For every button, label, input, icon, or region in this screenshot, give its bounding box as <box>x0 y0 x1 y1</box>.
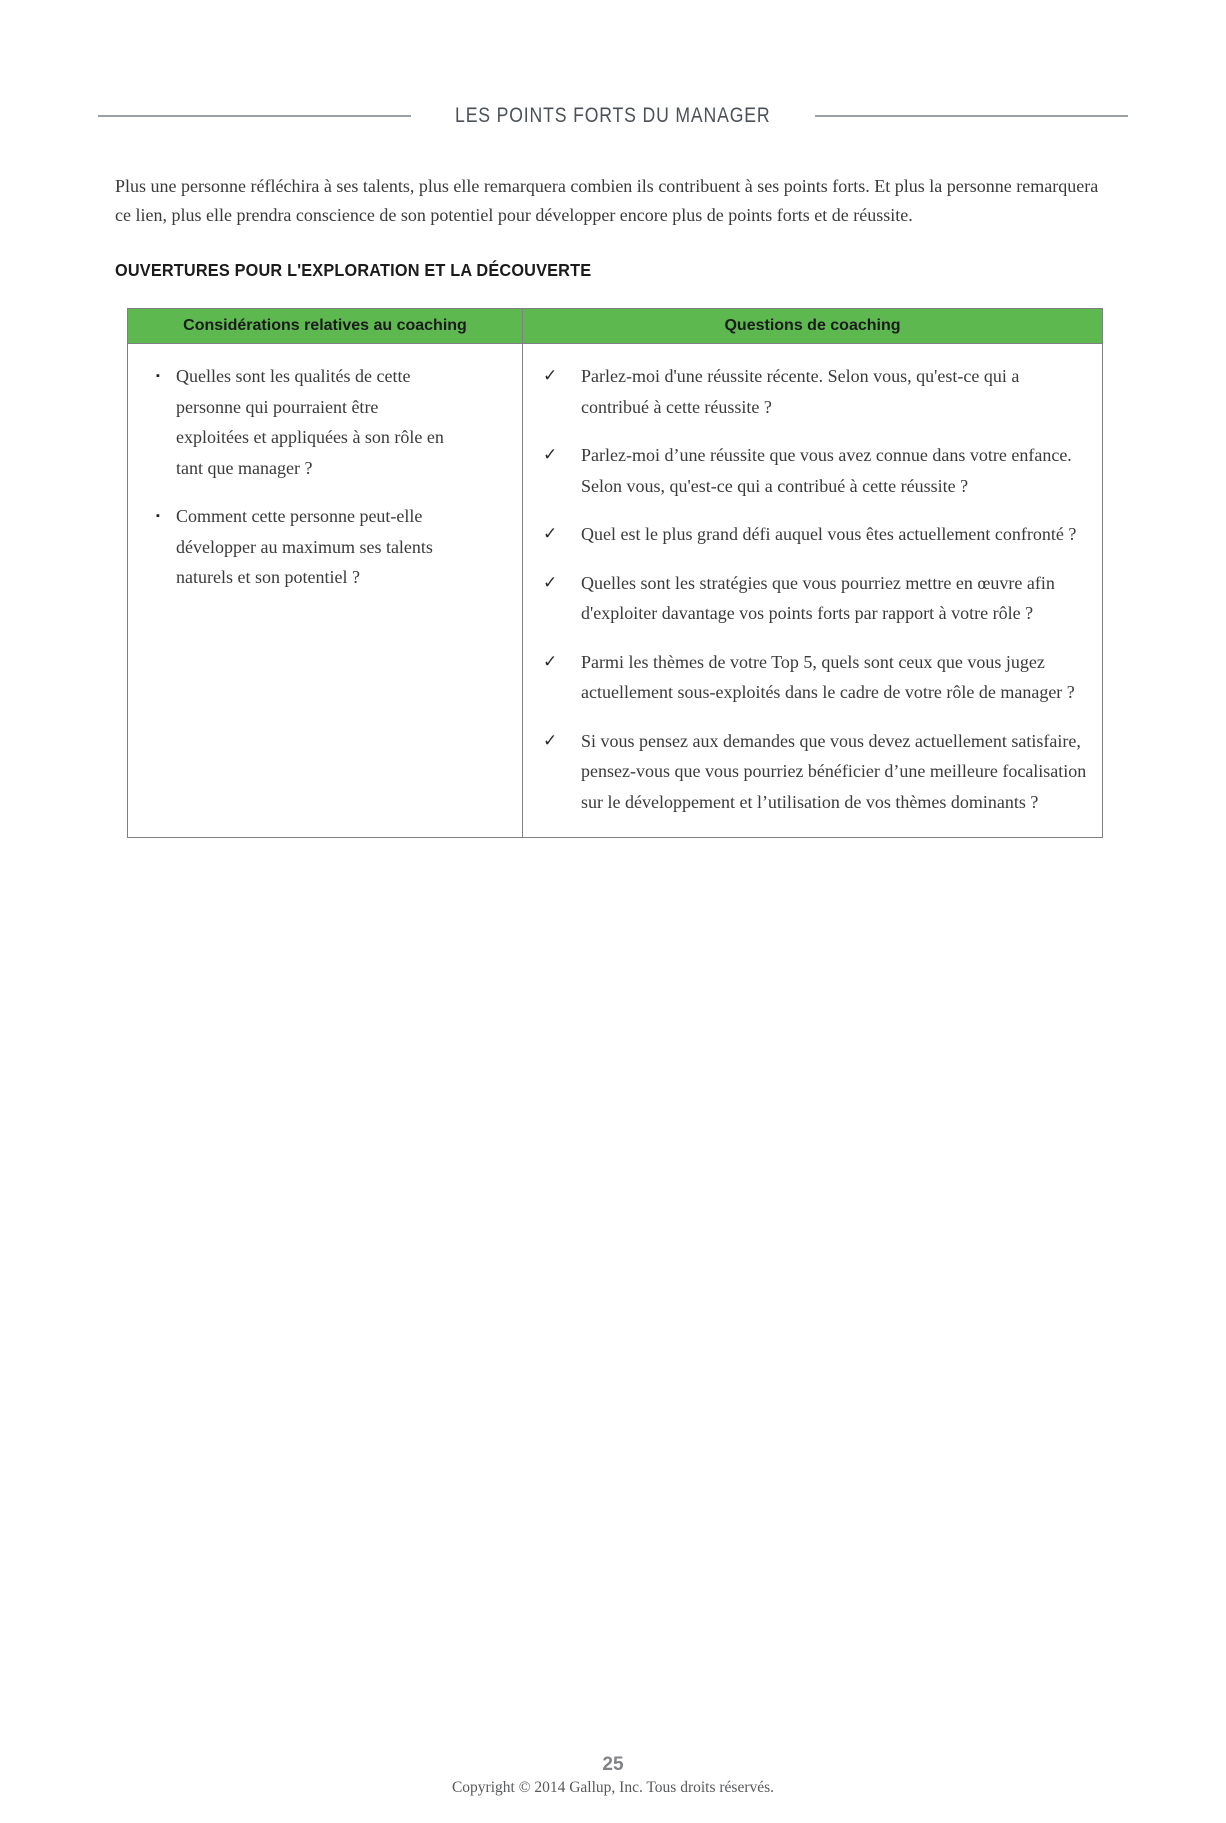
consideration-text: Comment cette personne peut-elle développer au maximum ses talents naturels et son potentiel ? <box>176 506 433 587</box>
question-text: Si vous pensez aux demandes que vous devez actuellement satisfaire, pensez-vous que vous pourriez bénéficier d’une meilleure focalisation sur le développement et l’utilisation de vos thèmes dominants ? <box>581 730 1087 812</box>
checkmark-icon: ✓ <box>543 651 558 672</box>
document-title: LES POINTS FORTS DU MANAGER <box>455 104 771 127</box>
page-number: 25 <box>602 1754 624 1775</box>
question-text: Parlez-moi d'une réussite récente. Selon vous, qu'est-ce qui a contribué à cette réussite ? <box>581 366 1020 417</box>
list-item <box>533 726 1088 818</box>
running-header <box>98 104 1128 128</box>
questions-cell <box>523 344 1103 838</box>
question-text: Parlez-moi d’une réussite que vous avez connue dans votre enfance. Selon vous, qu'est-ce qui a contribué à cette réussite ? <box>581 445 1072 496</box>
considerations-cell <box>128 344 523 838</box>
square-bullet-icon: ▪ <box>156 510 160 522</box>
coaching-table <box>127 308 1103 838</box>
checkmark-icon: ✓ <box>543 572 558 593</box>
checkmark-icon: ✓ <box>543 366 558 386</box>
table-body-row <box>128 344 1103 838</box>
question-text: Quel est le plus grand défi auquel vous êtes actuellement confronté ? <box>581 524 1077 544</box>
list-item <box>533 647 1088 708</box>
list-item <box>533 440 1088 501</box>
page-footer <box>0 1754 1226 1823</box>
list-item <box>140 501 508 593</box>
intro-paragraph: Plus une personne réfléchira à ses talents, plus elle remarquera combien ils contribuent à ses points forts. Et plus la personne remarquera ce lien, plus elle prendra conscience de son potentiel pour développer encore plus de points forts et de réussite. <box>115 176 1099 225</box>
list-item <box>533 568 1088 629</box>
header-rule-left <box>98 115 411 117</box>
square-bullet-icon: ▪ <box>156 370 160 382</box>
question-text: Parmi les thèmes de votre Top 5, quels sont ceux que vous jugez actuellement sous-exploités dans le cadre de votre rôle de manager ? <box>581 651 1075 702</box>
section-heading: OUVERTURES POUR L'EXPLORATION ET LA DÉCOUVERTE <box>115 260 592 280</box>
checkmark-icon: ✓ <box>543 730 558 751</box>
consideration-text: Quelles sont les qualités de cette personne qui pourraient être exploitées et appliquées à son rôle en tant que manager ? <box>176 366 444 478</box>
checkmark-icon: ✓ <box>543 445 558 465</box>
list-item <box>533 519 1088 550</box>
header-rule-right <box>815 115 1128 117</box>
document-page <box>0 104 1226 838</box>
list-item <box>140 361 508 483</box>
list-item <box>533 361 1088 422</box>
column-header-considerations: Considérations relatives au coaching <box>128 309 523 344</box>
table-header-row <box>128 309 1103 344</box>
checkmark-icon: ✓ <box>543 524 558 544</box>
question-text: Quelles sont les stratégies que vous pourriez mettre en œuvre afin d'exploiter davantage vos points forts par rapport à votre rôle ? <box>581 572 1055 623</box>
copyright-notice: Copyright © 2014 Gallup, Inc. Tous droits réservés. <box>451 1779 775 1796</box>
column-header-questions: Questions de coaching <box>523 309 1103 344</box>
